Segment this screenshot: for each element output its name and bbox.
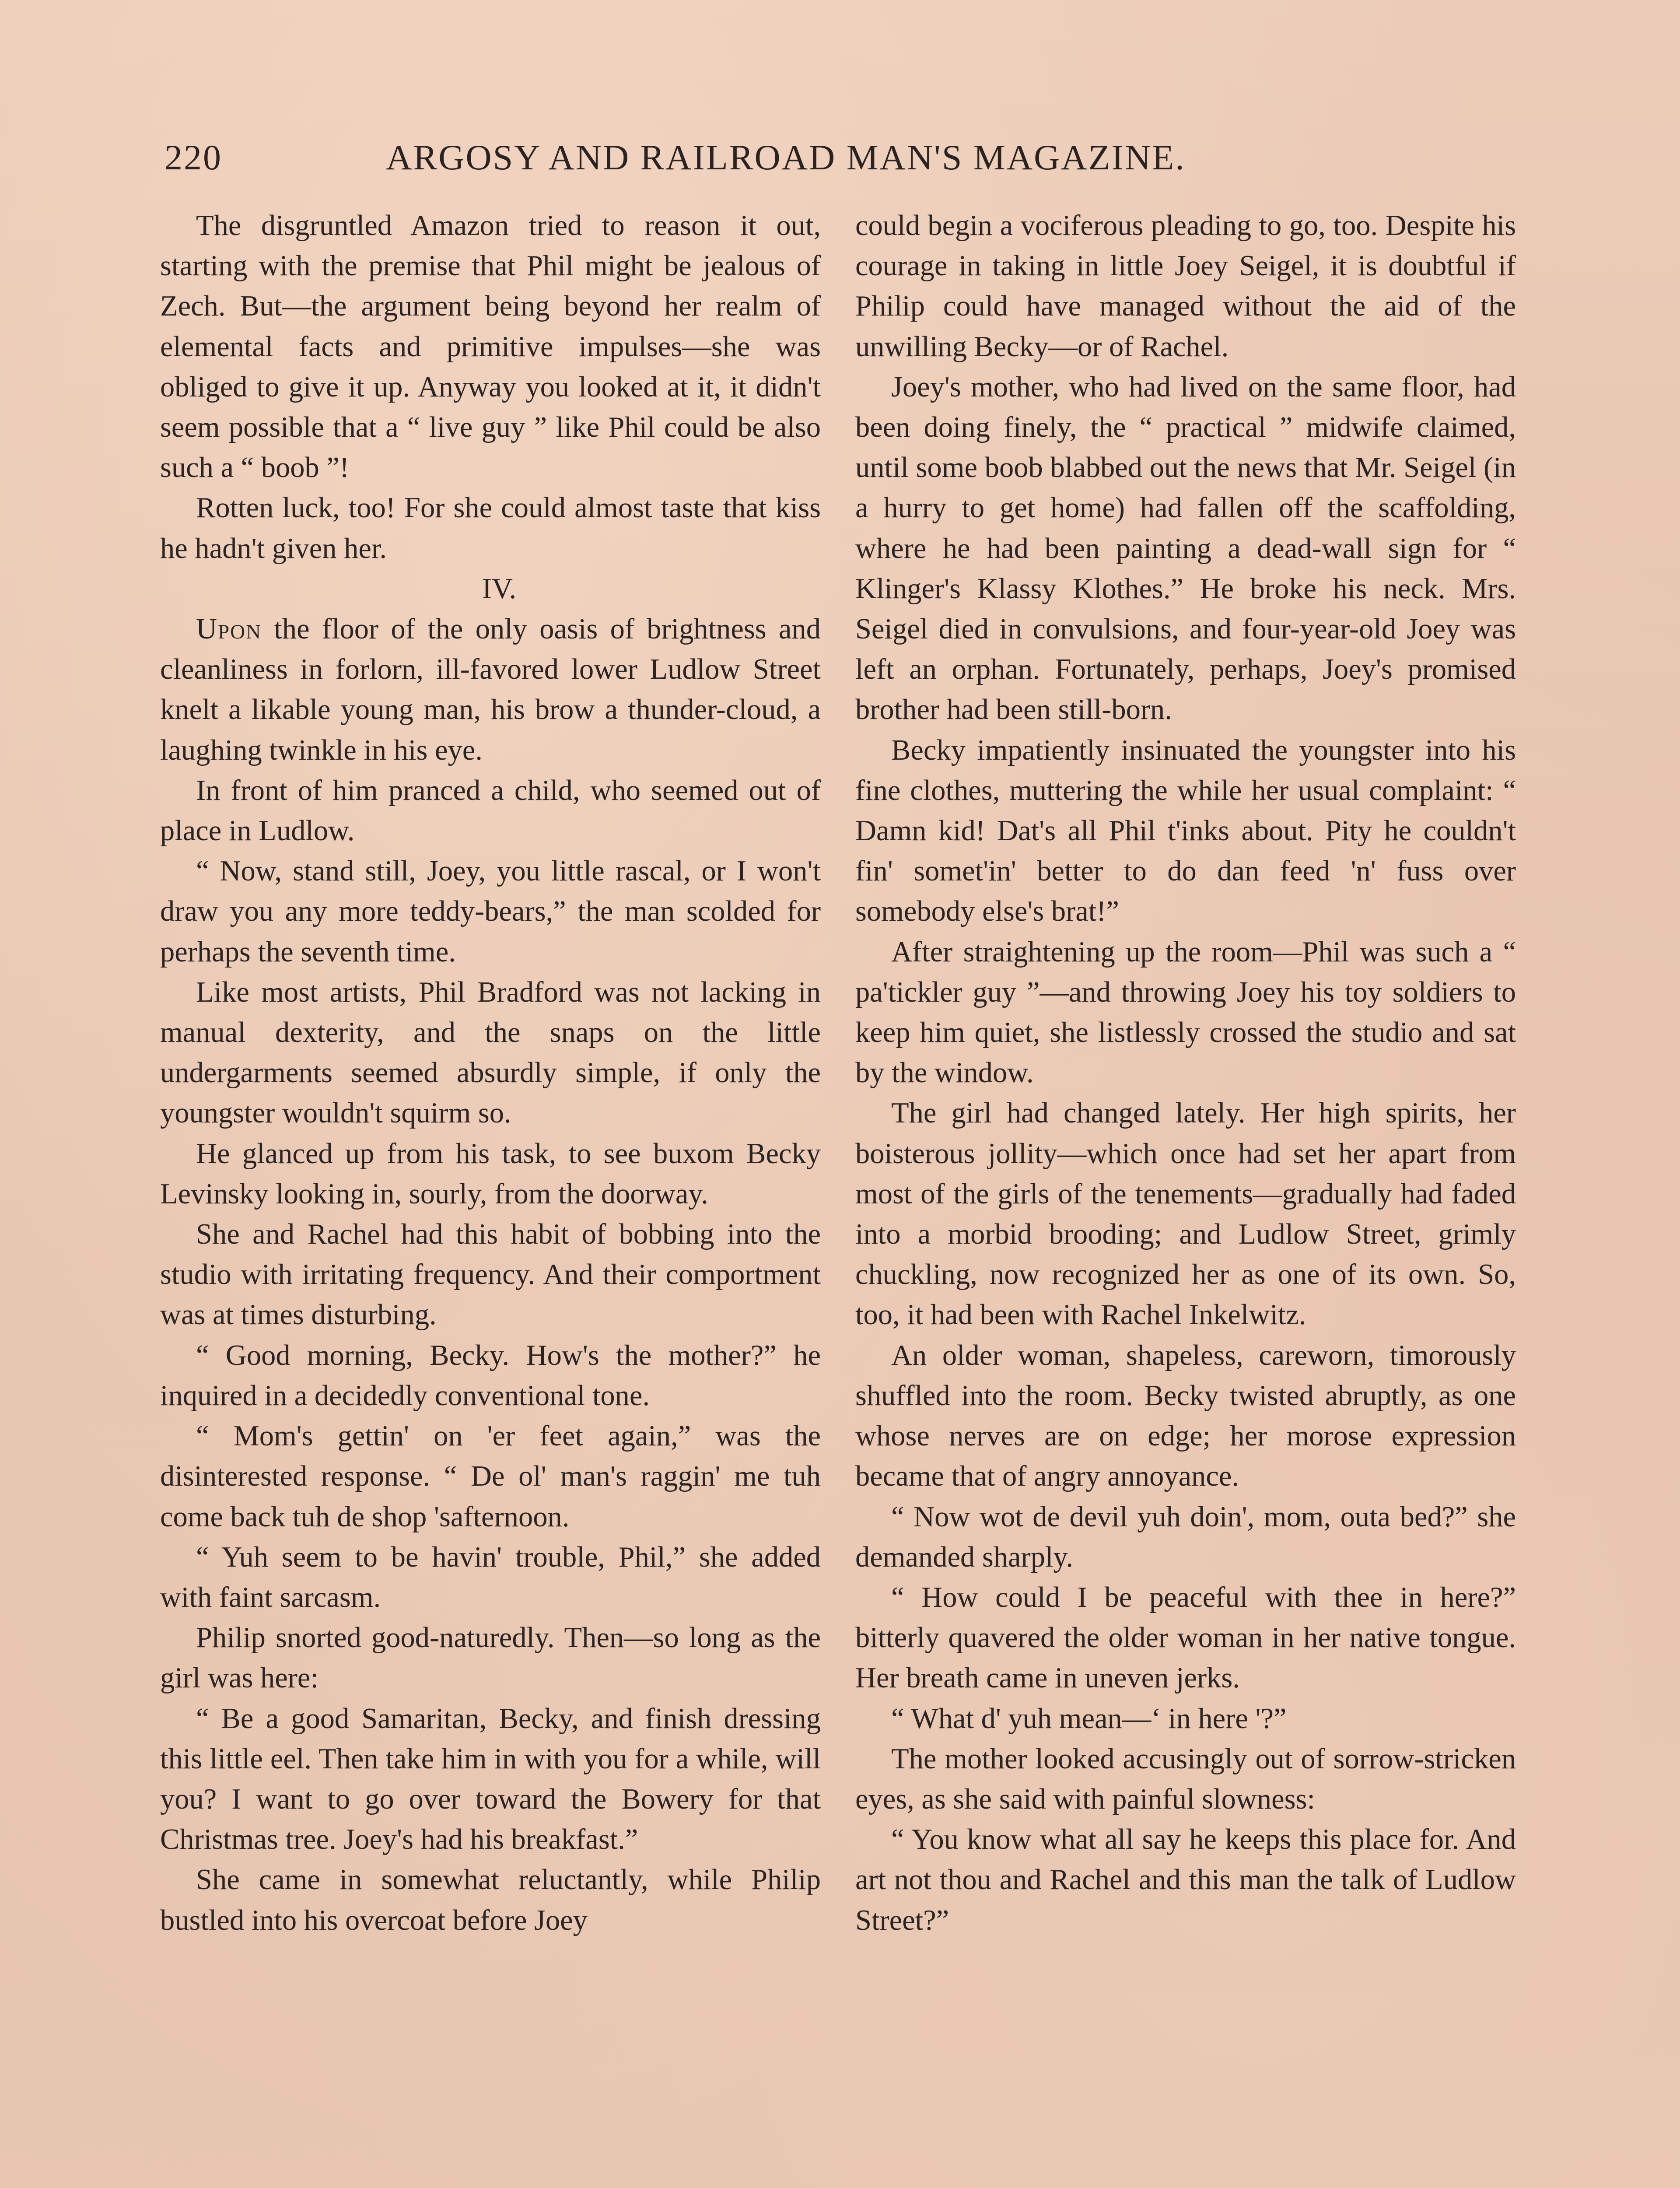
paragraph: Becky impatiently insinuated the youngster into his fine clothes, muttering the while her usual complaint: “ Damn kid! Dat's all Phil t'inks about. Pity he couldn't fin' somet'in' better to do dan feed 'n' fuss over somebody else's brat!” <box>855 734 1516 928</box>
section-number: IV. <box>482 572 517 605</box>
paragraph: An older woman, shapeless, careworn, timorously shuffled into the room. Becky twisted abruptly, as one whose nerves are on edge; her morose expression became that of angry annoyance. <box>855 1339 1516 1493</box>
paragraph: In front of him pranced a child, who seemed out of place in Ludlow. <box>160 774 821 847</box>
paragraph-text: the floor of the only oasis of brightness and cleanliness in forlorn, ill-favored lower Ludlow Street knelt a likable young man, his brow a thunder-cloud, a laughing twinkle in his eye. <box>160 613 821 766</box>
paragraph: She and Rachel had this habit of bobbing into the studio with irritating frequency. And their comportment was at times disturbing. <box>160 1218 821 1331</box>
paragraph: “ How could I be peaceful with thee in here?” bitterly quavered the older woman in her native tongue. Her breath came in uneven jerks. <box>855 1581 1516 1694</box>
right-column <box>855 206 1516 1941</box>
paragraph <box>160 609 821 771</box>
paragraph: Rotten luck, too! For she could almost taste that kiss he hadn't given her. <box>160 492 821 565</box>
paragraph: After straightening up the room—Phil was such a “ pa'tickler guy ”—and throwing Joey his toy soldiers to keep him quiet, she listlessly crossed the studio and sat by the window. <box>855 936 1516 1089</box>
paragraph: “ Now wot de devil yuh doin', mom, outa bed?” she demanded sharply. <box>855 1501 1516 1573</box>
paragraph: “ Be a good Samaritan, Becky, and finish dressing this little eel. Then take him in with you for a while, will you? I want to go over toward the Bowery for that Christmas tree. Joey's had his breakfast.” <box>160 1702 821 1856</box>
paragraph: Joey's mother, who had lived on the same floor, had been doing finely, the “ practical ” midwife claimed, until some boob blabbed out the news that Mr. Seigel (in a hurry to get home) had fallen off the scaffolding, where he had been painting a dead-wall sign for “ Klinger's Klassy Klothes.” He broke his neck. Mrs. Seigel died in convulsions, and four-year-old Joey was left an orphan. Fortunately, perhaps, Joey's promised brother had been still-born. <box>855 371 1516 726</box>
paragraph: “ Now, stand still, Joey, you little rascal, or I won't draw you any more teddy-bears,” the man scolded for perhaps the seventh time. <box>160 855 821 968</box>
paragraph: She came in somewhat reluctantly, while Philip bustled into his overcoat before Joey <box>160 1864 821 1936</box>
paragraph: could begin a vociferous pleading to go, too. Despite his courage in taking in little Joey Seigel, it is doubtful if Philip could have managed without the aid of the unwilling Becky—or of Rachel. <box>855 210 1516 363</box>
paragraph: He glanced up from his task, to see buxom Becky Levinsky looking in, sourly, from the doorway. <box>160 1137 821 1210</box>
magazine-title: ARGOSY AND RAILROAD MAN'S MAGAZINE. <box>386 137 1186 177</box>
paragraph: The girl had changed lately. Her high spirits, her boisterous jollity—which once had set her apart from most of the girls of the tenements—gradually had faded into a morbid brooding; and Ludlow Street, grimly chuckling, now recognized her as one of its own. So, too, it had been with Rachel Inkelwitz. <box>855 1097 1516 1331</box>
paragraph: “ What d' yuh mean—‘ in here '?” <box>891 1702 1287 1735</box>
page-number: 220 <box>164 137 222 177</box>
paragraph: The disgruntled Amazon tried to reason it out, starting with the premise that Phil might be jealous of Zech. But—the argument being beyond her realm of elemental facts and primitive impulses—she was obliged to give it up. Anyway you looked at it, it didn't seem possible that a “ live guy ” like Phil could be also such a “ boob ”! <box>160 210 821 484</box>
paragraph: Like most artists, Phil Bradford was not lacking in manual dexterity, and the snaps on the little undergarments seemed absurdly simple, if only the youngster wouldn't squirm so. <box>160 976 821 1129</box>
paragraph: “ Mom's gettin' on 'er feet again,” was the disinterested response. “ De ol' man's raggin' me tuh come back tuh de shop 'safternoon. <box>160 1420 821 1533</box>
paragraph: The mother looked accusingly out of sorrow-stricken eyes, as she said with painful slowness: <box>855 1743 1516 1815</box>
paragraph: “ Yuh seem to be havin' trouble, Phil,” she added with faint sarcasm. <box>160 1541 821 1613</box>
running-head <box>164 131 1311 184</box>
left-column <box>160 206 821 1941</box>
paragraph: Philip snorted good-naturedly. Then—so long as the girl was here: <box>160 1622 821 1694</box>
paragraph-lead: Upon <box>196 613 262 645</box>
paragraph: “ Good morning, Becky. How's the mother?” he inquired in a decidedly conventional tone. <box>160 1339 821 1412</box>
paragraph: “ You know what all say he keeps this place for. And art not thou and Rachel and this man the talk of Ludlow Street?” <box>855 1823 1516 1936</box>
